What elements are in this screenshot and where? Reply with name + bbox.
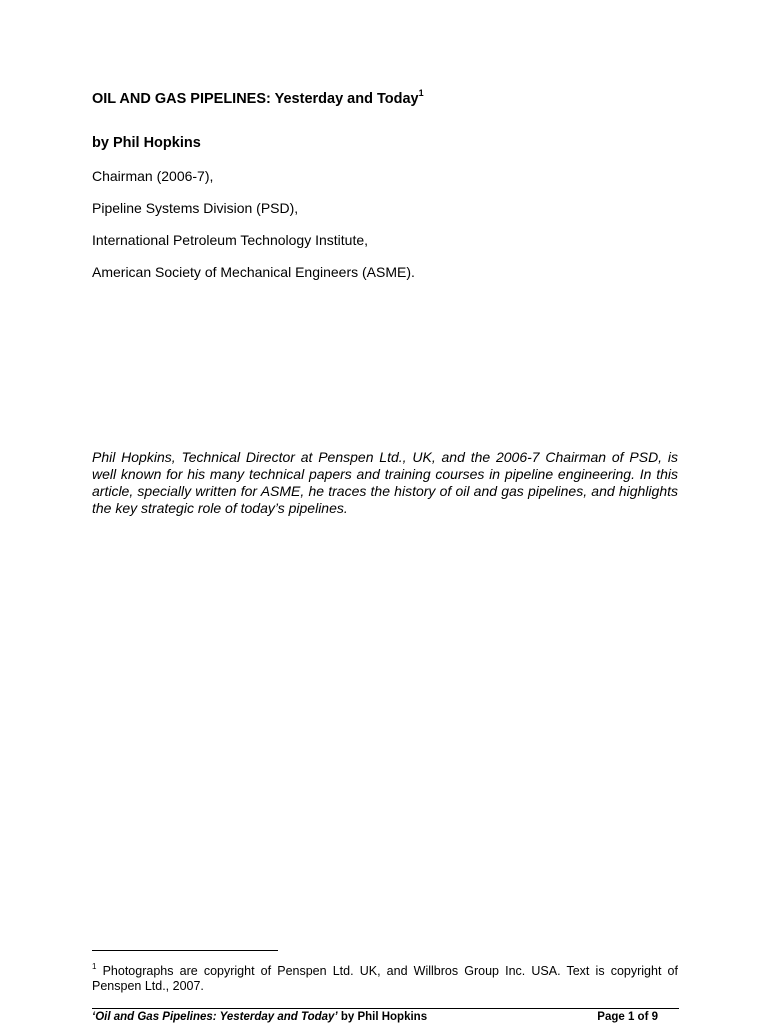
- footer-title-text: ‘Oil and Gas Pipelines: Yesterday and Today’: [92, 1011, 338, 1023]
- footnote-text: Photographs are copyright of Penspen Ltd. UK, and Willbros Group Inc. USA. Text is copyright of Penspen Ltd., 2007.: [92, 964, 678, 993]
- affiliation-line: International Petroleum Technology Institute,: [92, 232, 369, 248]
- title-text: OIL AND GAS PIPELINES: Yesterday and Today: [92, 91, 419, 107]
- title-footnote-marker: 1: [418, 88, 424, 99]
- author-byline: by Phil Hopkins: [92, 135, 201, 151]
- footer-running-title: [92, 1010, 427, 1024]
- footnote: [92, 961, 678, 994]
- abstract-paragraph: Phil Hopkins, Technical Director at Penspen Ltd., UK, and the 2006-7 Chairman of PSD, is well known for his many technical papers and training courses in pipeline engineering. In this article, specially written for ASME, he traces the history of oil and gas pipelines, and highlights the key strategic role of today’s pipelines.: [92, 449, 678, 516]
- footnote-divider: [92, 950, 278, 951]
- footer-divider: [92, 1008, 679, 1009]
- document-title: [92, 88, 424, 110]
- affiliation-line: Chairman (2006-7),: [92, 168, 214, 184]
- affiliation-line: Pipeline Systems Division (PSD),: [92, 200, 299, 216]
- page-number: Page 1 of 9: [597, 1011, 658, 1023]
- affiliation-line: American Society of Mechanical Engineers (ASME).: [92, 264, 415, 280]
- footnote-marker: 1: [92, 961, 97, 971]
- footer-author-text: by Phil Hopkins: [337, 1011, 428, 1023]
